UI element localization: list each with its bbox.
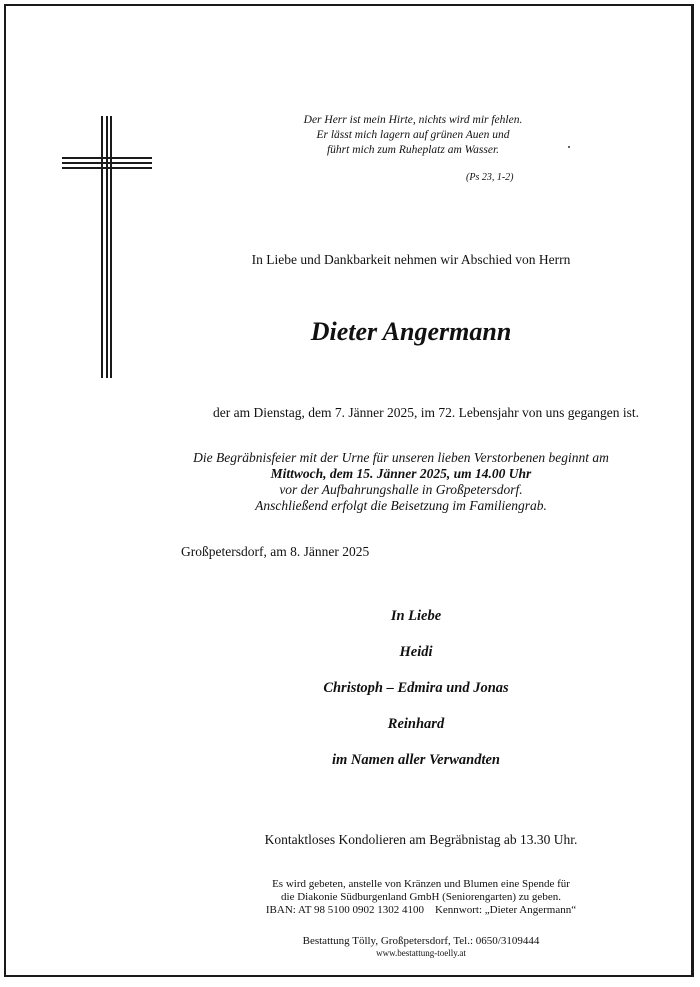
donation-iban: IBAN: AT 98 5100 0902 1302 4100 Kennwort: „Dieter Angermann“: [265, 904, 577, 916]
place-date: Großpetersdorf, am 8. Jänner 2025: [181, 544, 370, 559]
ceremony-line: Die Begräbnisfeier mit der Urne für unseren lieben Verstorbenen beginnt am: [193, 450, 609, 465]
intro-text: In Liebe und Dankbarkeit nehmen wir Abschied von Herrn: [251, 252, 571, 267]
ceremony-line: Anschließend erfolgt die Beisetzung im Familiengrab.: [255, 498, 547, 513]
mourner-line: In Liebe: [390, 608, 442, 624]
undertaker-contact: Bestattung Tölly, Großpetersdorf, Tel.: 0650/3109444: [302, 935, 540, 947]
psalm-quote: [288, 113, 538, 158]
psalm-line: führt mich zum Ruheplatz am Wasser.: [326, 144, 500, 156]
mourner-line: Christoph – Edmira und Jonas: [323, 680, 509, 696]
death-notice: der am Dienstag, dem 7. Jänner 2025, im 72. Lebensjahr von uns gegangen ist.: [213, 405, 639, 420]
condolence-note: Kontaktloses Kondolieren am Begräbnistag ab 13.30 Uhr.: [264, 832, 578, 847]
mourners-list: [166, 606, 666, 786]
donation-line: Es wird gebeten, anstelle von Kränzen und Blumen eine Spende für: [272, 878, 570, 890]
cross-icon: [6, 6, 156, 386]
psalm-line: Der Herr ist mein Hirte, nichts wird mir fehlen.: [303, 114, 523, 126]
undertaker-info: [166, 935, 676, 959]
donation-note: [166, 878, 676, 917]
deceased-name: Dieter Angermann: [310, 317, 512, 346]
obituary-page: [4, 4, 694, 977]
ceremony-info: [126, 450, 676, 514]
psalm-line: Er lässt mich lagern auf grünen Auen und: [316, 129, 510, 141]
ceremony-line: vor der Aufbahrungshalle in Großpetersdorf.: [279, 482, 523, 497]
mourner-line: Heidi: [399, 644, 433, 660]
undertaker-website[interactable]: www.bestattung-toelly.at: [376, 948, 466, 958]
donation-line: die Diakonie Südburgenland GmbH (Seniorengarten) zu geben.: [281, 891, 561, 903]
speck: [568, 146, 570, 148]
psalm-reference: (Ps 23, 1-2): [466, 172, 514, 183]
mourner-line: Reinhard: [387, 716, 445, 732]
ceremony-date: Mittwoch, dem 15. Jänner 2025, um 14.00 Uhr: [270, 466, 532, 481]
mourner-line: im Namen aller Verwandten: [332, 752, 500, 768]
